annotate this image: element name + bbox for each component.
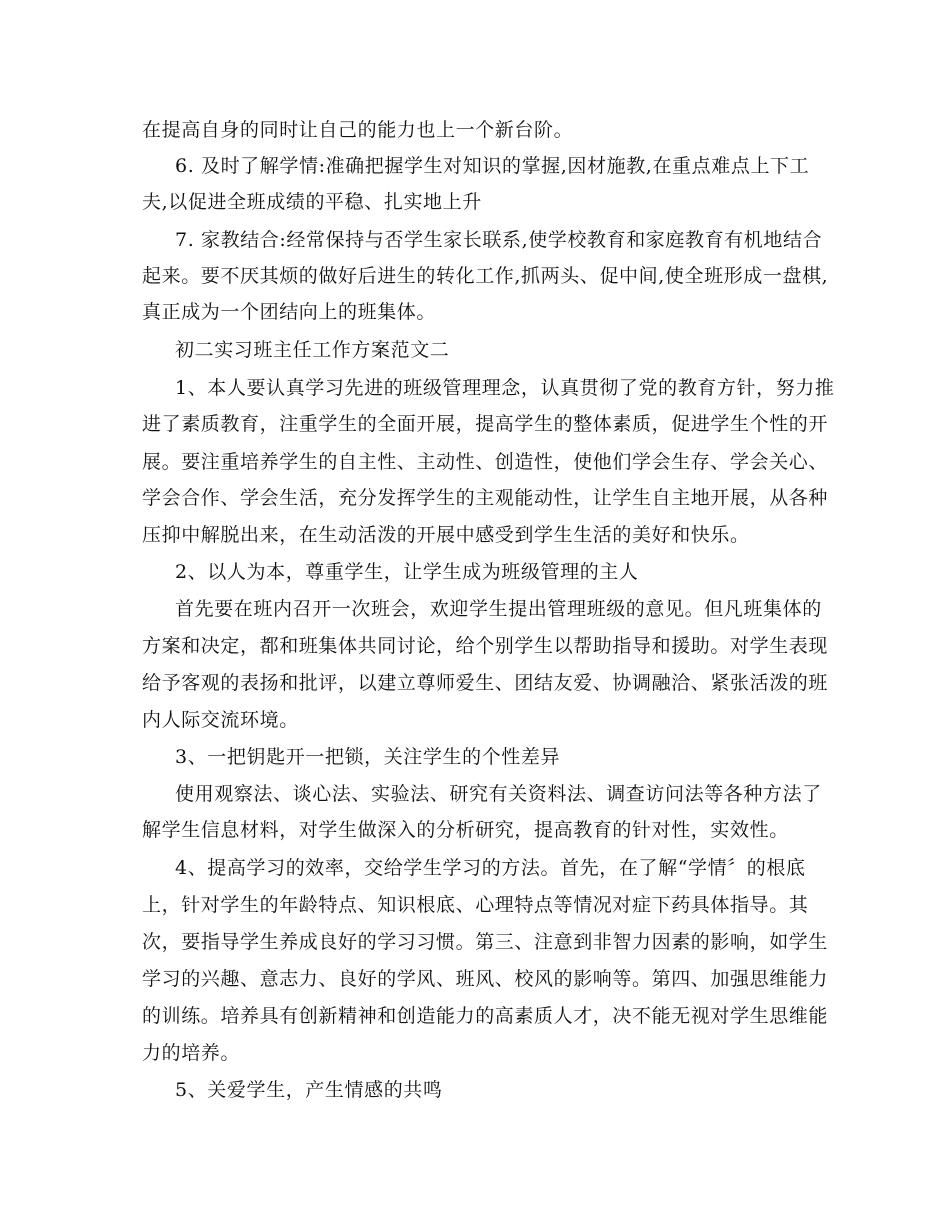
text-line: 内人际交流环境。	[142, 709, 299, 731]
text-line: 5、关爱学生，产生情感的共鸣	[175, 1079, 443, 1101]
text-line: 7. 家教结合:经常保持与否学生家长联系,使学校教育和家庭教育有机地结合	[175, 229, 823, 251]
text-line: 次，要指导学生养成良好的学习习惯。第三、注意到非智力因素的影响，如学生	[142, 931, 829, 953]
text-line: 真正成为一个团结向上的班集体。	[142, 301, 437, 323]
text-line: 方案和决定，都和班集体共同讨论，给个别学生以帮助指导和援助。对学生表现	[142, 635, 829, 657]
text-line: 解学生信息材料，对学生做深入的分析研究，提高教育的针对性，实效性。	[142, 819, 789, 841]
text-line: 在提高自身的同时让自己的能力也上一个新台阶。	[142, 119, 574, 141]
text-line: 学习的兴趣、意志力、良好的学风、班风、校风的影响等。第四、加强思维能力	[142, 968, 829, 990]
text-line: 力的培养。	[142, 1042, 241, 1064]
text-line: 进了素质教育，注重学生的全面开展，提高学生的整体素质，促进学生个性的开	[142, 413, 829, 435]
text-line: 3、一把钥匙开一把锁，关注学生的个性差异	[175, 746, 561, 768]
text-line: 1、本人要认真学习先进的班级管理理念，认真贯彻了党的教育方针，努力推	[175, 377, 835, 399]
text-line: 的训练。培养具有创新精神和创造能力的高素质人才，决不能无视对学生思维能	[142, 1005, 829, 1027]
section-heading: 初二实习班主任工作方案范文二	[175, 339, 450, 361]
text-line: 展。要注重培养学生的自主性、主动性、创造性，使他们学会生存、学会关心、	[142, 451, 829, 473]
text-line: 夫,以促进全班成绩的平稳、扎实地上升	[142, 191, 482, 213]
text-line: 2、以人为本，尊重学生，让学生成为班级管理的主人	[175, 561, 639, 583]
text-line: 4、提高学习的效率，交给学生学习的方法。首先，在了解“学情〞的根底	[175, 857, 806, 879]
text-line: 学会合作、学会生活，充分发挥学生的主观能动性，让学生自主地开展，从各种	[142, 487, 829, 509]
text-line: 给予客观的表扬和批评，以建立尊师爱生、团结友爱、协调融洽、紧张活泼的班	[142, 672, 829, 694]
text-line: 上，针对学生的年龄特点、知识根底、心理特点等情况对症下药具体指导。其	[142, 894, 809, 916]
text-line: 6. 及时了解学情:准确把握学生对知识的掌握,因材施教,在重点难点上下工	[175, 155, 810, 177]
text-line: 使用观察法、谈心法、实验法、研究有关资料法、调查访问法等各种方法了	[175, 783, 822, 805]
text-line: 压抑中解脱出来，在生动活泼的开展中感受到学生生活的美好和快乐。	[142, 524, 750, 546]
text-line: 首先要在班内召开一次班会，欢迎学生提出管理班级的意见。但凡班集体的	[175, 598, 822, 620]
text-line: 起来。要不厌其烦的做好后进生的转化工作,抓两头、促中间,使全班形成一盘棋,	[142, 265, 829, 287]
